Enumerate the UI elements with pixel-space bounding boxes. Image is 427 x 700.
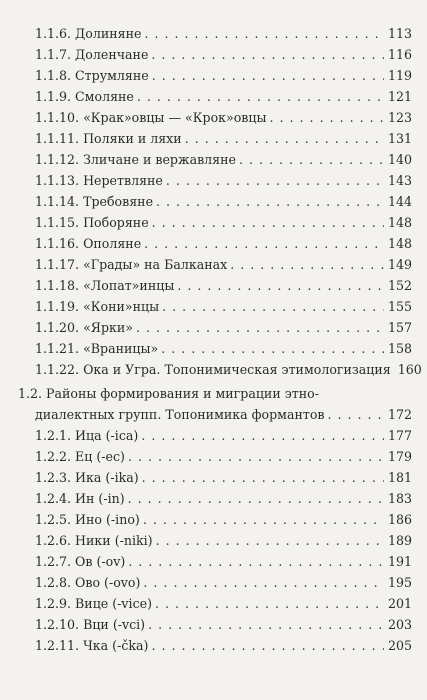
toc-entry-title: 1.1.10. «Крак»овцы — «Крок»овцы <box>35 110 267 125</box>
toc-entry-title: 1.2.8. Ово (-ovo) <box>35 575 141 590</box>
toc-entry-title: 1.1.11. Поляки и ляхи <box>35 131 182 146</box>
toc-entry-title: 1.2.4. Ин (-in) <box>35 491 125 506</box>
toc-entry-page: 116 <box>387 47 412 62</box>
toc-entry-page: 158 <box>387 341 412 356</box>
toc-entry-page: 183 <box>387 491 412 506</box>
toc-entry-page: 203 <box>387 617 412 632</box>
toc-entry-page: 201 <box>387 596 412 611</box>
toc-entry-title: 1.2.3. Ика (-ika) <box>35 470 139 485</box>
toc-entry-page: 155 <box>387 299 412 314</box>
toc-entry-title: 1.2.10. Вци (-vci) <box>35 617 146 632</box>
toc-entry-page: 148 <box>387 236 412 251</box>
toc-entry-title: 1.1.20. «Ярки» <box>35 320 133 335</box>
toc-entry-title: 1.1.12. Зличане и вержавляне <box>35 152 236 167</box>
toc-entry-page: 140 <box>387 152 412 167</box>
toc-entry-title: 1.1.9. Смоляне <box>35 89 134 104</box>
toc-entry-title: 1.1.14. Требовяне <box>35 194 154 209</box>
toc-entry-page: 152 <box>387 278 412 293</box>
toc-entry-page: 148 <box>387 215 412 230</box>
toc-entry-page: 157 <box>387 320 412 335</box>
toc-entry-page: 191 <box>387 554 412 569</box>
toc-entry-title: 1.1.8. Струмляне <box>35 68 149 83</box>
toc-entry-title: 1.1.6. Долиняне <box>35 26 142 41</box>
toc-entry-page: 143 <box>387 173 412 188</box>
toc-entry-title: 1.1.18. «Лопат»инцы <box>35 278 175 293</box>
toc-entry-page: 160 <box>397 362 422 377</box>
toc-entry-title: 1.1.17. «Грады» на Балканах <box>35 257 228 272</box>
toc-entry-page: 123 <box>387 110 412 125</box>
toc-entry-title: 1.1.7. Доленчане <box>35 47 149 62</box>
toc-entry-title: 1.2.11. Чка (-čka) <box>35 638 149 653</box>
toc-entry-title: 1.1.16. Ополяне <box>35 236 142 251</box>
toc-entry-title: диалектных групп. Топонимика формантов <box>35 407 325 422</box>
toc-entry-title: 1.2.9. Вице (-vice) <box>35 596 152 611</box>
toc-entry-page: 177 <box>387 428 412 443</box>
toc-entry-page: 144 <box>387 194 412 209</box>
toc-entry-page: 113 <box>387 26 412 41</box>
toc-entry-page: 172 <box>387 407 412 422</box>
toc-entry-page: 131 <box>387 131 412 146</box>
toc-entry-title: 1.1.21. «Враницы» <box>35 341 159 356</box>
toc-entry-page: 119 <box>387 68 412 83</box>
toc-entry-page: 205 <box>387 638 412 653</box>
toc-entry-page: 121 <box>387 89 412 104</box>
toc-entry-page: 186 <box>387 512 412 527</box>
toc-entry-title: 1.1.19. «Кони»нцы <box>35 299 160 314</box>
toc-entry-page: 189 <box>387 533 412 548</box>
toc-entry-title: 1.2.6. Ники (-niki) <box>35 533 153 548</box>
toc-entry-title: 1.1.15. Поборяне <box>35 215 149 230</box>
toc-entry-title: 1.2.7. Ов (-ov) <box>35 554 126 569</box>
toc-entry-title: 1.1.22. Ока и Угра. Топонимическая этимологизация <box>35 362 391 377</box>
toc-entry-page: 181 <box>387 470 412 485</box>
toc-entry-title: 1.2.1. Ица (-ica) <box>35 428 139 443</box>
toc-entry-title: 1.2.5. Ино (-ino) <box>35 512 140 527</box>
toc-entry-page: 149 <box>387 257 412 272</box>
toc-entry-title: 1.1.13. Неретвляне <box>35 173 163 188</box>
toc-entry-title: 1.2.2. Ец (-ec) <box>35 449 125 464</box>
toc-entry-title: 1.2. Районы формирования и миграции этно- <box>18 386 319 401</box>
toc-entry-page: 179 <box>387 449 412 464</box>
toc-entry-page: 195 <box>387 575 412 590</box>
